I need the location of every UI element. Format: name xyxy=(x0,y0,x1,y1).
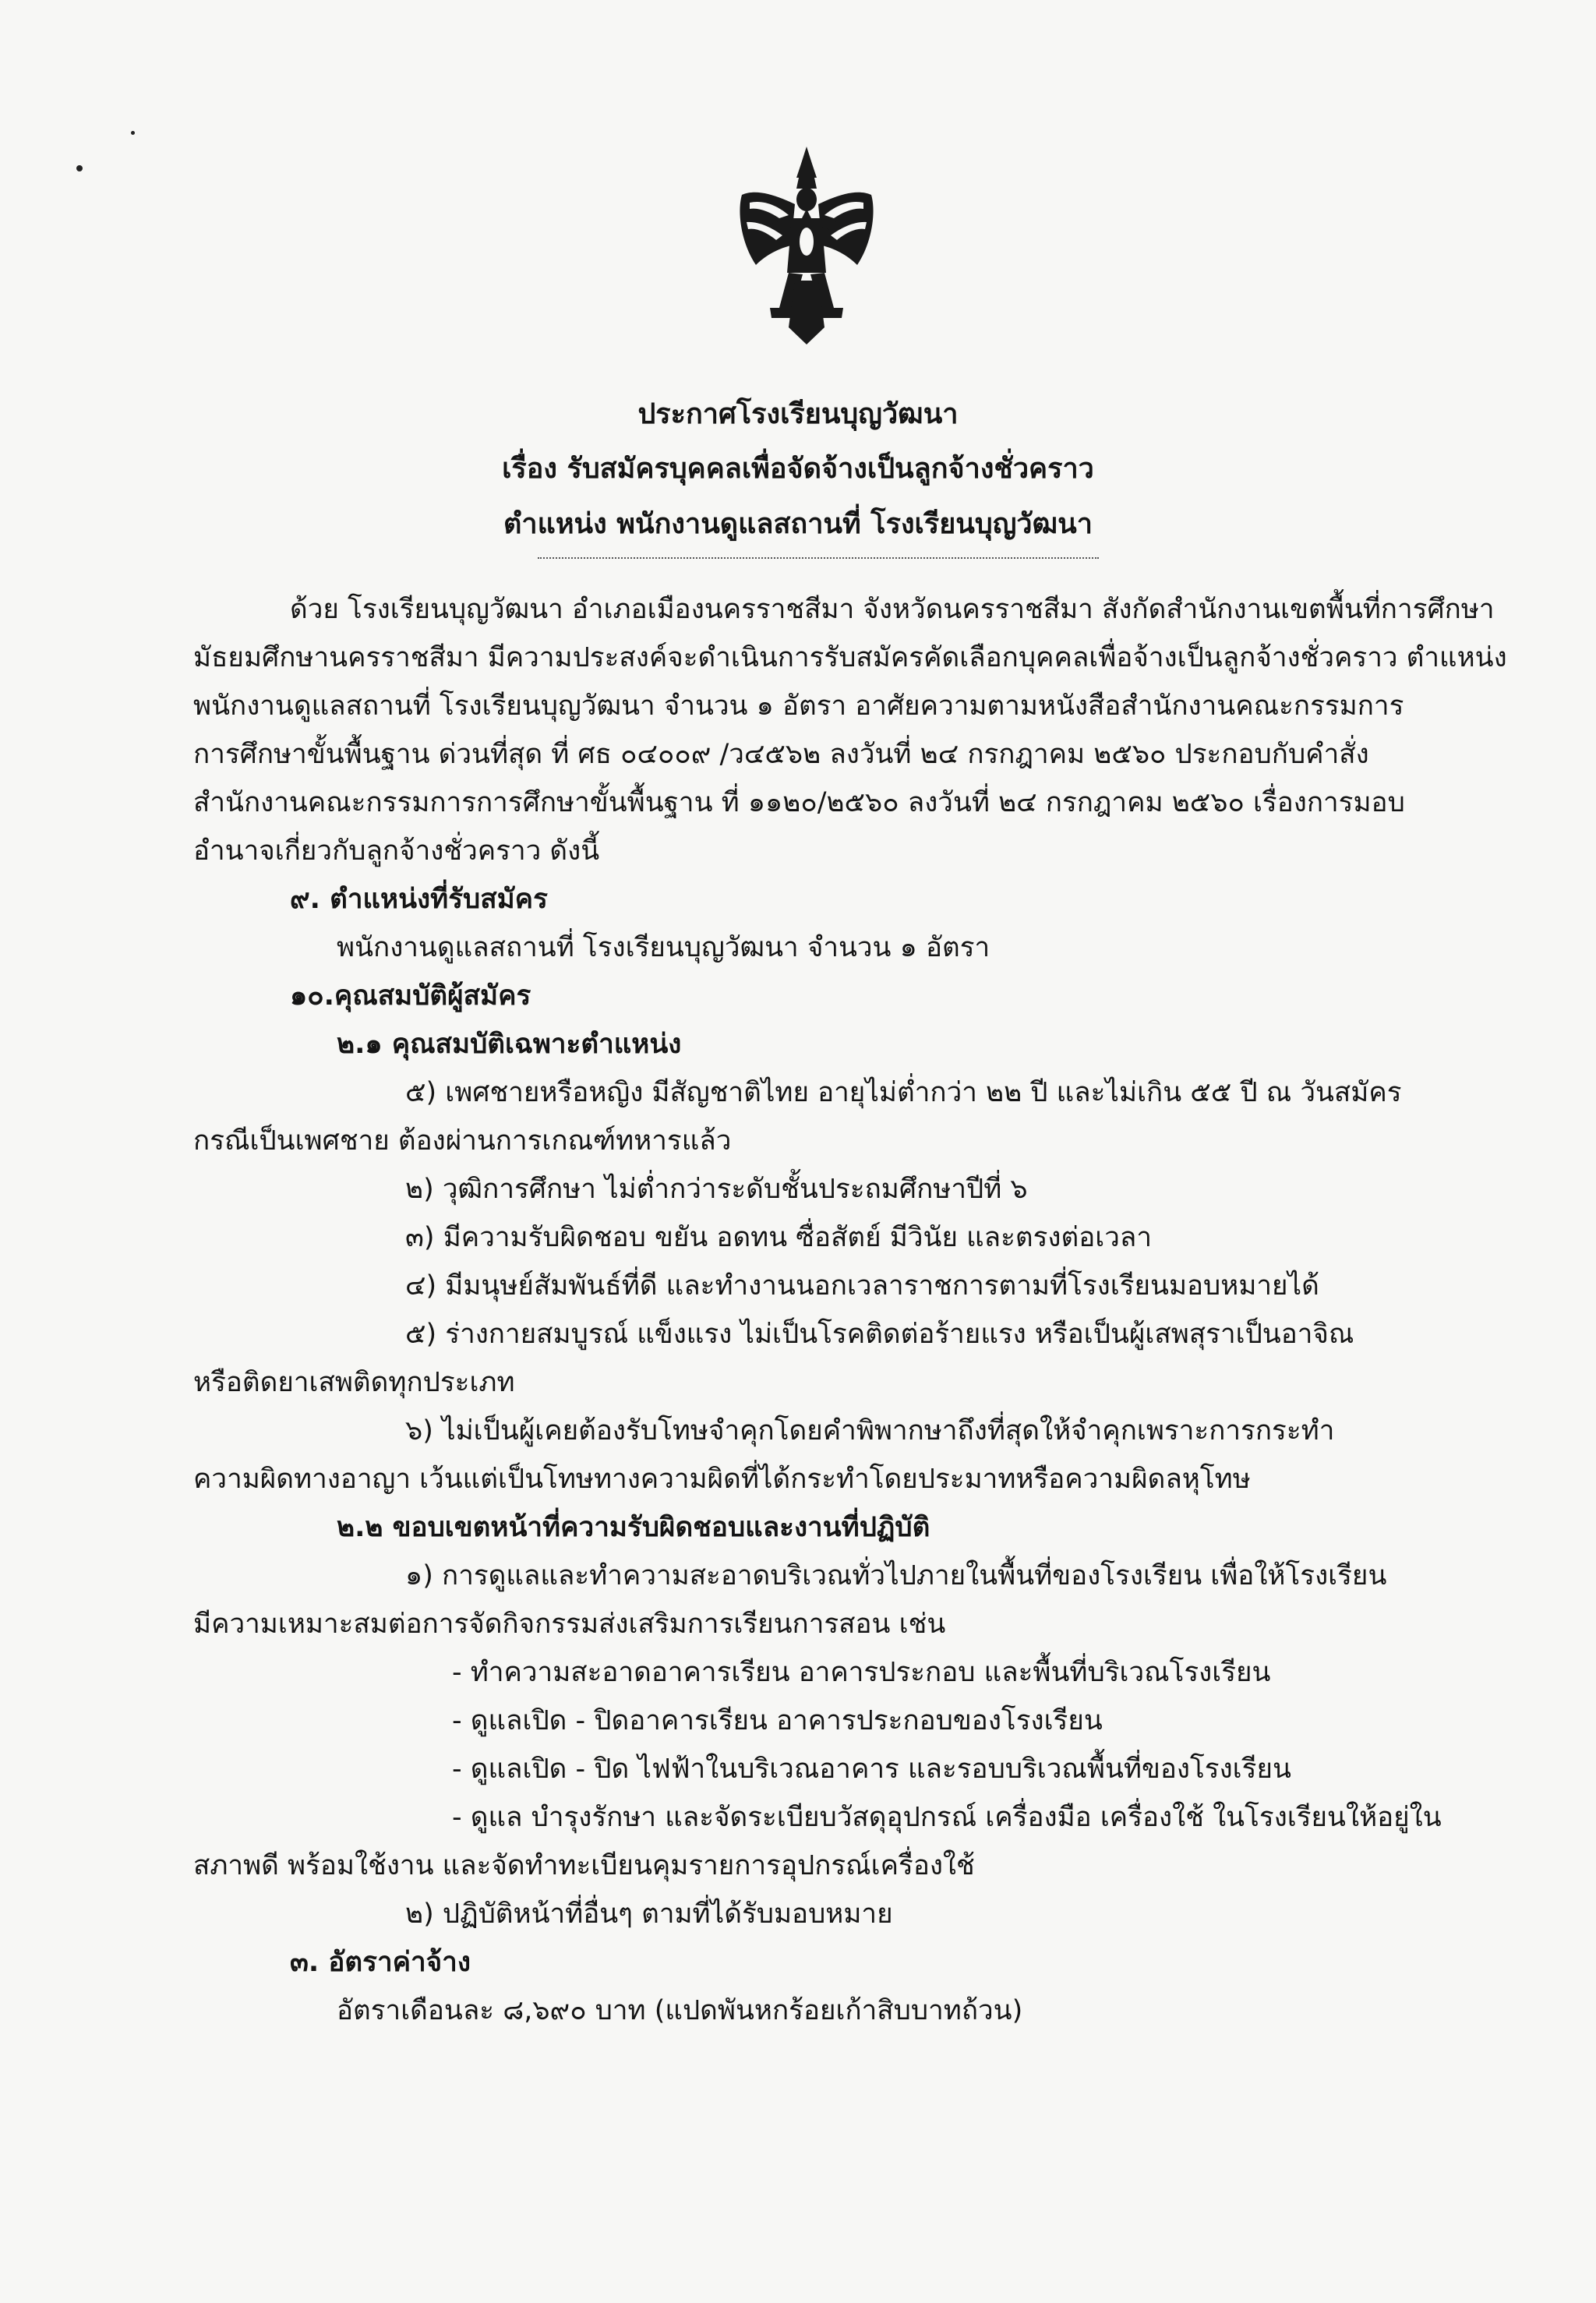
wage-rate-text: อัตราเดือนละ ๘,๖๙๐ บาท (แปดพันหกร้อยเก้าสิบบาทถ้วน) xyxy=(337,1995,1023,2026)
announcement-subject: เรื่อง รับสมัครบุคคลเพื่อจัดจ้างเป็นลูกจ้างชั่วคราว xyxy=(502,453,1094,485)
qualification-item: ๓) มีความรับผิดชอบ ขยัน อดทน ซื่อสัตย์ มีวินัย และตรงต่อเวลา xyxy=(405,1222,1152,1253)
announcement-position: ตำแหน่ง พนักงานดูแลสถานที่ โรงเรียนบุญวัฒนา xyxy=(503,508,1093,540)
intro-line: การศึกษาขั้นพื้นฐาน ด่วนที่สุด ที่ ศธ ๐๔๐๐๙ /ว๔๕๖๒ ลงวันที่ ๒๔ กรกฎาคม ๒๕๖๐ ประกอบกับคำสั่ง xyxy=(193,739,1369,770)
duty-item: มีความเหมาะสมต่อการจัดกิจกรรมส่งเสริมการเรียนการสอน เช่น xyxy=(193,1609,946,1640)
intro-line: ด้วย โรงเรียนบุญวัฒนา อำเภอเมืองนครราชสีมา จังหวัดนครราชสีมา สังกัดสำนักงานเขตพื้นที่การศึกษา xyxy=(290,594,1495,625)
intro-line: อำนาจเกี่ยวกับลูกจ้างชั่วคราว ดังนี้ xyxy=(193,835,600,867)
intro-line: พนักงานดูแลสถานที่ โรงเรียนบุญวัฒนา จำนวน ๑ อัตรา อาศัยความตามหนังสือสำนักงานคณะกรรมการ xyxy=(193,691,1404,722)
section-2-2-heading: ๒.๒ ขอบเขตหน้าที่ความรับผิดชอบและงานที่ปฏิบัติ xyxy=(337,1512,930,1543)
intro-line: มัธยมศึกษานครราชสีมา มีความประสงค์จะดำเนินการรับสมัครคัดเลือกบุคคลเพื่อจ้างเป็นลูกจ้างชั่วคราว ตำแหน่ง xyxy=(193,642,1507,673)
garuda-emblem-icon xyxy=(733,140,881,351)
section-3-heading: ๓. อัตราค่าจ้าง xyxy=(290,1947,471,1978)
duty-bullet: - ดูแล บำรุงรักษา และจัดระเบียบวัสดุอุปกรณ์ เครื่องมือ เครื่องใช้ ในโรงเรียนให้อยู่ใน xyxy=(452,1802,1442,1833)
section-2-heading: ๑๐.คุณสมบัติผู้สมัคร xyxy=(290,980,531,1012)
duty-item: ๑) การดูแลและทำความสะอาดบริเวณทั่วไปภายในพื้นที่ของโรงเรียน เพื่อให้โรงเรียน xyxy=(405,1560,1387,1591)
duty-bullet: - ดูแลเปิด - ปิดอาคารเรียน อาคารประกอบของโรงเรียน xyxy=(452,1705,1103,1736)
section-1-heading: ๙. ตำแหน่งที่รับสมัคร xyxy=(290,884,548,915)
qualification-item: ความผิดทางอาญา เว้นแต่เป็นโทษทางความผิดที่ได้กระทำโดยประมาทหรือความผิดลหุโทษ xyxy=(193,1464,1251,1495)
announcement-title: ประกาศโรงเรียนบุญวัฒนา xyxy=(637,398,959,430)
header-divider xyxy=(538,557,1099,559)
qualification-item: ๖) ไม่เป็นผู้เคยต้องรับโทษจำคุกโดยคำพิพากษาถึงที่สุดให้จำคุกเพราะการกระทำ xyxy=(405,1415,1335,1446)
qualification-item: ๕) เพศชายหรือหญิง มีสัญชาติไทย อายุไม่ต่ำกว่า ๒๒ ปี และไม่เกิน ๕๕ ปี ณ วันสมัคร xyxy=(405,1077,1402,1108)
qualification-item: กรณีเป็นเพศชาย ต้องผ่านการเกณฑ์ทหารแล้ว xyxy=(193,1125,732,1157)
qualification-item: ๕) ร่างกายสมบูรณ์ แข็งแรง ไม่เป็นโรคติดต่อร้ายแรง หรือเป็นผู้เสพสุราเป็นอาจิณ xyxy=(405,1319,1354,1350)
duty-bullet: - ดูแลเปิด - ปิด ไฟฟ้าในบริเวณอาคาร และรอบบริเวณพื้นที่ของโรงเรียน xyxy=(452,1754,1291,1785)
qualification-item: หรือติดยาเสพติดทุกประเภท xyxy=(193,1367,515,1398)
duty-item: ๒) ปฏิบัติหน้าที่อื่นๆ ตามที่ได้รับมอบหมาย xyxy=(405,1899,893,1930)
duty-bullet: สภาพดี พร้อมใช้งาน และจัดทำทะเบียนคุมรายการอุปกรณ์เครื่องใช้ xyxy=(193,1850,975,1881)
scan-dot xyxy=(131,131,135,135)
duty-bullet: - ทำความสะอาดอาคารเรียน อาคารประกอบ และพื้นที่บริเวณโรงเรียน xyxy=(452,1657,1271,1688)
section-1-text: พนักงานดูแลสถานที่ โรงเรียนบุญวัฒนา จำนวน ๑ อัตรา xyxy=(337,932,990,963)
qualification-item: ๒) วุฒิการศึกษา ไม่ต่ำกว่าระดับชั้นประถมศึกษาปีที่ ๖ xyxy=(405,1174,1028,1205)
intro-line: สำนักงานคณะกรรมการการศึกษาขั้นพื้นฐาน ที่ ๑๑๒๐/๒๕๖๐ ลงวันที่ ๒๔ กรกฎาคม ๒๕๖๐ เรื่องการมอบ xyxy=(193,787,1405,818)
qualification-item: ๔) มีมนุษย์สัมพันธ์ที่ดี และทำงานนอกเวลาราชการตามที่โรงเรียนมอบหมายได้ xyxy=(405,1270,1319,1302)
section-2-1-heading: ๒.๑ คุณสมบัติเฉพาะตำแหน่ง xyxy=(337,1029,682,1060)
scan-dot xyxy=(76,165,83,171)
